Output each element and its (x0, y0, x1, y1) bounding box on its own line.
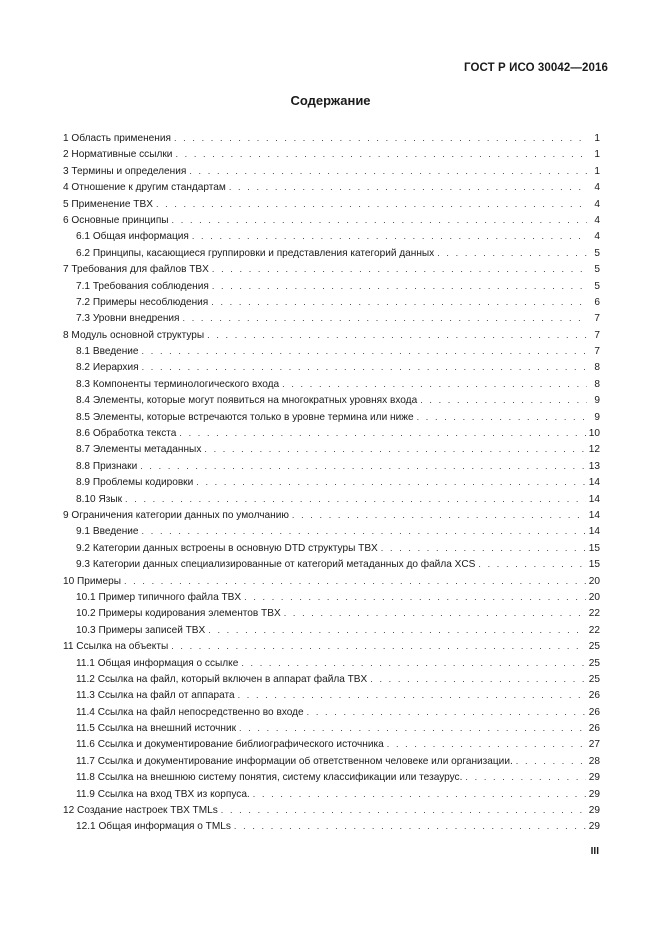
toc-entry-label: 4 Отношение к другим стандартам (63, 182, 226, 194)
toc-entry-page: 4 (594, 198, 600, 210)
dot-leader (211, 294, 587, 310)
toc-entry-page: 25 (588, 641, 600, 653)
toc-entry-label: 6.2 Принципы, касающиеся группировки и представления категорий данных (76, 247, 435, 259)
toc-entry-page: 15 (588, 542, 600, 554)
dot-leader (241, 655, 585, 671)
dot-leader (387, 736, 586, 752)
toc-entry-page: 12 (588, 444, 600, 456)
toc-entry[interactable] (63, 294, 600, 310)
dot-leader (142, 343, 587, 359)
toc-entry-label: 9 Ограничения категории данных по умолчанию (63, 509, 289, 521)
toc-entry[interactable] (63, 687, 600, 703)
dot-leader (171, 638, 586, 654)
toc-entry-label: 8.1 Введение (76, 346, 139, 358)
dot-leader (125, 491, 586, 507)
dot-leader (174, 130, 587, 146)
dot-leader (212, 278, 587, 294)
toc-entry[interactable] (63, 507, 600, 523)
toc-entry-page: 22 (588, 608, 600, 620)
toc-entry-page: 1 (594, 133, 600, 144)
toc-entry-label: 8.3 Компоненты терминологического входа (76, 378, 280, 390)
toc-entry-page: 15 (588, 559, 600, 571)
toc-entry[interactable] (63, 753, 600, 769)
toc-entry-page: 5 (594, 280, 600, 292)
toc-entry[interactable] (63, 720, 600, 736)
dot-leader (516, 753, 586, 769)
dot-leader (196, 474, 586, 490)
dot-leader (221, 802, 586, 818)
toc-entry-page: 4 (594, 214, 600, 226)
page-number: III (590, 846, 599, 857)
document-id: ГОСТ Р ИСО 30042—2016 (463, 62, 608, 74)
toc-entry[interactable] (63, 589, 600, 605)
toc-entry-page: 26 (588, 706, 600, 718)
toc-entry[interactable] (63, 245, 600, 261)
dot-leader (307, 704, 586, 720)
toc-entry[interactable] (63, 523, 600, 539)
toc-entry-page: 7 (594, 346, 600, 358)
toc-entry-page: 27 (588, 739, 600, 751)
toc-entry-page: 5 (594, 264, 600, 276)
toc-entry-page: 4 (594, 231, 600, 243)
toc-entry[interactable] (63, 638, 600, 654)
toc-entry[interactable] (63, 392, 600, 408)
toc-entry-label: 8.2 Иерархия (76, 362, 139, 374)
toc-entry-label: 8.8 Признаки (76, 460, 138, 472)
dot-leader (212, 261, 587, 277)
toc-entry-page: 6 (594, 296, 600, 308)
toc-entry-page: 5 (594, 247, 600, 259)
dot-leader (140, 458, 586, 474)
toc-entry[interactable] (63, 163, 600, 179)
toc-entry-label: 8 Модуль основной структуры (63, 329, 205, 341)
toc-entry[interactable] (63, 441, 600, 457)
toc-entry-page: 10 (588, 428, 600, 440)
toc-entry[interactable] (63, 605, 600, 621)
toc-entry-label: 9.1 Введение (76, 526, 139, 538)
toc-entry-label: 8.5 Элементы, которые встречаются только в уровне термина или ниже (76, 411, 414, 423)
toc-entry[interactable] (63, 491, 600, 507)
toc-entry-label: 7.3 Уровни внедрения (76, 313, 180, 325)
dot-leader (208, 622, 586, 638)
toc-entry[interactable] (63, 802, 600, 818)
page-title: Содержание (290, 93, 371, 108)
toc-entry-label: 10.3 Примеры записей TBX (76, 624, 206, 636)
toc-entry-label: 10.1 Пример типичного файла TBX (76, 591, 242, 603)
dot-leader (183, 310, 587, 326)
toc-entry-label: 11.3 Ссылка на файл от аппарата (76, 690, 235, 702)
toc-entry[interactable] (63, 786, 600, 802)
toc-entry-label: 9.3 Категории данных специализированные от категорий метаданных до файла XCS (76, 559, 476, 571)
toc-entry-label: 11.5 Ссылка на внешний источник (76, 723, 237, 735)
toc-entry[interactable] (63, 228, 600, 244)
toc-entry-page: 7 (594, 313, 600, 325)
dot-leader (172, 212, 587, 228)
dot-leader (465, 769, 585, 785)
toc-entry-label: 11.4 Ссылка на файл непосредственно во входе (76, 706, 304, 718)
toc-entry-label: 11.9 Ссылка на вход TBX из корпуса. (76, 788, 250, 800)
toc-entry-label: 11.7 Ссылка и документирование информации об ответственном человеке или организации. (76, 755, 513, 767)
dot-leader (478, 556, 585, 572)
dot-leader (437, 245, 587, 261)
toc-entry[interactable] (63, 261, 600, 277)
toc-entry-page: 13 (588, 460, 600, 472)
toc-entry[interactable] (63, 818, 600, 834)
toc-entry-page: 14 (588, 493, 600, 505)
toc-entry-label: 7 Требования для файлов TBX (63, 264, 209, 276)
toc-entry-page: 14 (588, 477, 600, 489)
toc-entry-label: 12.1 Общая информация о TMLs (76, 821, 231, 833)
dot-leader (417, 409, 587, 425)
toc-entry[interactable] (63, 425, 600, 441)
toc-entry[interactable] (63, 376, 600, 392)
toc-entry-page: 25 (588, 673, 600, 685)
toc-entry-label: 8.6 Обработка текста (76, 428, 177, 440)
dot-leader (124, 573, 586, 589)
toc-entry-page: 7 (594, 329, 600, 341)
dot-leader (179, 425, 585, 441)
toc-entry-page: 1 (594, 149, 600, 161)
toc-entry[interactable] (63, 212, 600, 228)
toc-entry-label: 5 Применение TBX (63, 198, 153, 210)
toc-entry-label: 8.4 Элементы, которые могут появиться на многократных уровнях входа (76, 395, 418, 407)
dot-leader (189, 163, 587, 179)
toc-entry-page: 29 (588, 821, 600, 833)
toc-entry[interactable] (63, 704, 600, 720)
toc-entry[interactable] (63, 671, 600, 687)
table-of-contents (63, 130, 600, 835)
toc-entry-page: 9 (594, 411, 600, 423)
toc-entry[interactable] (63, 310, 600, 326)
toc-entry[interactable] (63, 196, 600, 212)
toc-entry[interactable] (63, 409, 600, 425)
dot-leader (292, 507, 586, 523)
toc-entry[interactable] (63, 146, 600, 162)
toc-entry-page: 29 (588, 788, 600, 800)
toc-entry-page: 1 (594, 165, 600, 177)
dot-leader (370, 671, 585, 687)
toc-entry-label: 11 Ссылка на объекты (63, 641, 169, 653)
toc-entry-page: 14 (588, 509, 600, 521)
dot-leader (142, 359, 587, 375)
toc-entry[interactable] (63, 343, 600, 359)
dot-leader (239, 720, 586, 736)
toc-entry[interactable] (63, 474, 600, 490)
dot-leader (284, 605, 586, 621)
toc-entry[interactable] (63, 278, 600, 294)
toc-entry[interactable] (63, 556, 600, 572)
dot-leader (381, 540, 586, 556)
dot-leader (192, 228, 587, 244)
toc-entry-label: 11.6 Ссылка и документирование библиографического источника (76, 739, 384, 751)
dot-leader (282, 376, 587, 392)
dot-leader (229, 179, 587, 195)
dot-leader (244, 589, 586, 605)
toc-entry-label: 9.2 Категории данных встроены в основную DTD структуры TBX (76, 542, 378, 554)
toc-entry[interactable] (63, 622, 600, 638)
toc-entry-label: 7.2 Примеры несоблюдения (76, 296, 209, 308)
toc-entry-page: 29 (588, 805, 600, 817)
toc-entry-label: 6 Основные принципы (63, 214, 169, 226)
toc-entry[interactable] (63, 458, 600, 474)
toc-entry[interactable] (63, 769, 600, 785)
toc-entry-page: 29 (588, 772, 600, 784)
toc-entry-label: 8.10 Язык (76, 493, 123, 505)
dot-leader (238, 687, 586, 703)
toc-entry-label: 1 Область применения (63, 133, 171, 144)
toc-entry-label: 11.2 Ссылка на файл, который включен в аппарат файла TBX (76, 673, 368, 685)
toc-entry-page: 9 (594, 395, 600, 407)
dot-leader (204, 441, 585, 457)
toc-entry-label: 8.7 Элементы метаданных (76, 444, 202, 456)
dot-leader (175, 146, 587, 162)
toc-entry-page: 22 (588, 624, 600, 636)
toc-entry-label: 11.1 Общая информация о ссылке (76, 657, 239, 669)
dot-leader (207, 327, 587, 343)
toc-entry[interactable] (63, 655, 600, 671)
toc-entry-label: 10 Примеры (63, 575, 121, 587)
toc-entry-page: 8 (594, 378, 600, 390)
toc-entry-label: 8.9 Проблемы кодировки (76, 477, 194, 489)
toc-entry-page: 20 (588, 575, 600, 587)
toc-entry-page: 25 (588, 657, 600, 669)
toc-entry[interactable] (63, 573, 600, 589)
toc-entry[interactable] (63, 130, 600, 146)
toc-entry-page: 8 (594, 362, 600, 374)
toc-entry[interactable] (63, 540, 600, 556)
toc-entry-label: 7.1 Требования соблюдения (76, 280, 209, 292)
dot-leader (253, 786, 586, 802)
toc-entry[interactable] (63, 359, 600, 375)
toc-entry-page: 14 (588, 526, 600, 538)
toc-entry-page: 26 (588, 723, 600, 735)
toc-entry-page: 28 (588, 755, 600, 767)
toc-entry-page: 4 (594, 182, 600, 194)
dot-leader (420, 392, 587, 408)
dot-leader (142, 523, 586, 539)
toc-entry-page: 26 (588, 690, 600, 702)
toc-entry-label: 11.8 Ссылка на внешнюю систему понятия, систему классификации или тезаурус. (76, 772, 463, 784)
toc-entry-label: 10.2 Примеры кодирования элементов TBX (76, 608, 281, 620)
toc-entry-label: 6.1 Общая информация (76, 231, 189, 243)
dot-leader (156, 196, 587, 212)
toc-entry[interactable] (63, 179, 600, 195)
toc-entry-label: 2 Нормативные ссылки (63, 149, 173, 161)
toc-entry-page: 20 (588, 591, 600, 603)
toc-entry-label: 12 Создание настроек TBX TMLs (63, 805, 218, 817)
toc-entry[interactable] (63, 736, 600, 752)
toc-entry[interactable] (63, 327, 600, 343)
toc-entry-label: 3 Термины и определения (63, 165, 187, 177)
dot-leader (234, 818, 586, 834)
